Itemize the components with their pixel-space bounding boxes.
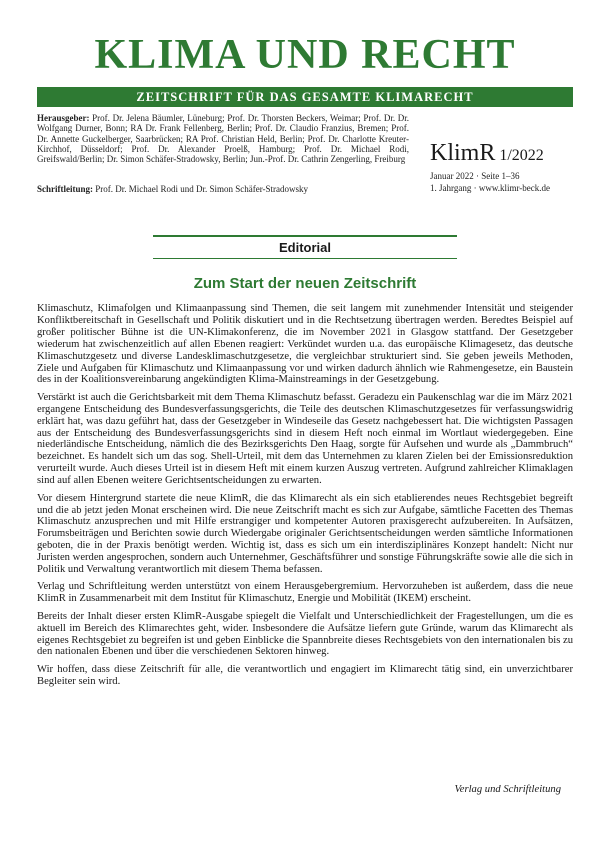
- paragraph: Vor diesem Hintergrund startete die neue KlimR, die das Klimarecht als ein sich etablierendes neues Rechtsgebiet begreift und die ab jetzt jeden Monat erscheinen wird. Die neue Zeitschrift macht es sich zur Aufgabe, sämtliche Facetten des Themas Klimaschutz anzusprechen und mit Hilfe erstrangiger und kompetenter Autoren praxisgerecht aufzubereiten. In Aufsätzen, Forumsbeiträgen und Berichten sowie durch Wiedergabe originaler Gerichtsentscheidungen werden sämtliche Informationen geboten, die in der Praxis benötigt werden. Wichtig ist, dass es sich um ein interdisziplinäres Konzept handelt: Nicht nur Juristen werden angesprochen, sondern auch Unternehmer, Geschäftsführer und sonstige Führungskräfte sowie alle die sich in Politik und Verwaltung verantwortlich mit diesem Thema befassen.: [37, 492, 573, 576]
- journal-subtitle-bar: ZEITSCHRIFT FÜR DAS GESAMTE KLIMARECHT: [37, 87, 573, 107]
- section-rule-top: [153, 235, 457, 237]
- article-body: [37, 303, 573, 693]
- section-label: Editorial: [278, 240, 331, 255]
- article-headline: Zum Start der neuen Zeitschrift: [193, 275, 417, 292]
- editors-block: [37, 113, 409, 164]
- issue-number: 1/2022: [499, 147, 544, 164]
- paragraph: Bereits der Inhalt dieser ersten KlimR-Ausgabe spiegelt die Vielfalt und Unterschiedlichkeit der Fragestellungen, um die es aktuell im Bereich des Klimarechtes geht, wider. Insbesondere die Aufsätze liefern gute Gründe, warum das Klimarecht als eigenes Rechtsgebiet zu begreifen ist und geben Einblicke die Spannbreite dieses Rechtsgebiets von den internationalen bis zu den nationalen Ebenen und über die verschiedenen Sektoren hinweg.: [37, 610, 573, 658]
- journal-title: KLIMA UND RECHT: [94, 32, 516, 78]
- editors-list: Prof. Dr. Jelena Bäumler, Lüneburg; Prof. Dr. Thorsten Beckers, Weimar; Prof. Dr. Dr. Wolfgang Durner, Bonn; RA Dr. Frank Fellenberg, Berlin; Prof. Dr. Claudio Franzius, Bremen; Prof. Dr. Annette Guckelberger, Saarbrücken; RA Prof. Christian Held, Berlin; Prof. Dr. Charlotte Kreuter-Kirchhof, Düsseldorf; Prof. Dr. Alexander Proelß, Hamburg; Prof. Dr. Michael Rodi, Greifswald/Berlin; Dr. Simon Schäfer-Stradowsky, Berlin; Jun.-Prof. Dr. Cathrin Zengerling, Freiburg: [37, 113, 410, 165]
- paragraph: Klimaschutz, Klimafolgen und Klimaanpassung sind Themen, die seit langem mit zunehmender Intensität und steigender Konfliktbereitschaft in Gesellschaft und Politik diskutiert und in die Rechtsetzung übertragen werden. Beredtes Beispiel auf großer politischer Bühne ist die UN-Klimakonferenz, die im November 2021 in Glasgow stattfand. Der Gesetzgeber wiederum hat zwischenzeitlich auf allen Ebenen reagiert: Verkündet wurden u.a. das europäische Klimagesetz, das deutsche Klimaschutzgesetz und diverse Landesklimaschutzgesetze, die vergleichbar strukturiert sind. Sie geben jeweils Methoden, Ziele und Aufgaben für Klimaschutz und Klimaanpassung vor und wirken dadurch ähnlich wie Rahmengesetze, ein Baustein des in der Koalitionsvereinbarung angekündigten Klima-Mainstreamings in der Gesetzgebung.: [37, 303, 573, 386]
- paragraph: Verstärkt ist auch die Gerichtsbarkeit mit dem Thema Klimaschutz befasst. Geradezu ein Paukenschlag war die im März 2021 ergangene Entscheidung des Bundesverfassungsgerichts, die Teile des deutschen Klimaschutzgesetzes für verfassungswidrig erklärt hat, was dazu geführt hat, dass der Gesetzgeber in Windeseile das Gesetz nachgebessert hat. Die wichtigsten Passagen aus der Entscheidung des Bundesverfassungsgerichts sind in diesem Heft noch einmal im Wortlaut wiedergegeben. Eine niederländische Entscheidung, nämlich die des Bezirksgerichts Den Haag, sorgte für Aufsehen und wurde als „Dammbruch“ bezeichnet. Es handelt sich um das sog. Shell-Urteil, mit dem das Unternehmen zu klaren Zielen bei der Emissionsreduktion verurteilt wurde. Auch dieses Urteil ist in diesem Heft mit einem kurzen Auszug vertreten. Aufgrund zahlreicher Klimaklagen sind auf allen Ebenen weitere Gerichtsentscheidungen zu erwarten.: [37, 391, 573, 487]
- paragraph: Verlag und Schriftleitung werden unterstützt von einem Herausgebergremium. Hervorzuheben ist außerdem, dass die neue KlimR in Zusammenarbeit mit dem Institut für Klimaschutz, Energie und Mobilität (IKEM) erscheint.: [37, 581, 573, 605]
- managing-editors-names: Prof. Dr. Michael Rodi und Dr. Simon Schäfer-Stradowsky: [95, 184, 309, 194]
- paragraph: Wir hoffen, dass diese Zeitschrift für alle, die verantwortlich und engagiert im Klimarecht tätig sind, ein unverzichtbarer Begleiter sein wird.: [37, 663, 573, 687]
- journal-issue: [430, 140, 580, 167]
- managing-editors-block: [37, 184, 409, 194]
- issue-volume-url: 1. Jahrgang · www.klimr-beck.de: [430, 183, 551, 193]
- journal-abbreviation: KlimR: [430, 140, 496, 166]
- issue-date-pages: Januar 2022 · Seite 1–36: [430, 171, 520, 181]
- signature: Verlag und Schriftleitung: [454, 784, 561, 795]
- managing-editors-label: Schriftleitung:: [37, 184, 93, 194]
- editors-label: Herausgeber:: [37, 113, 90, 123]
- section-rule-bottom: [153, 258, 457, 259]
